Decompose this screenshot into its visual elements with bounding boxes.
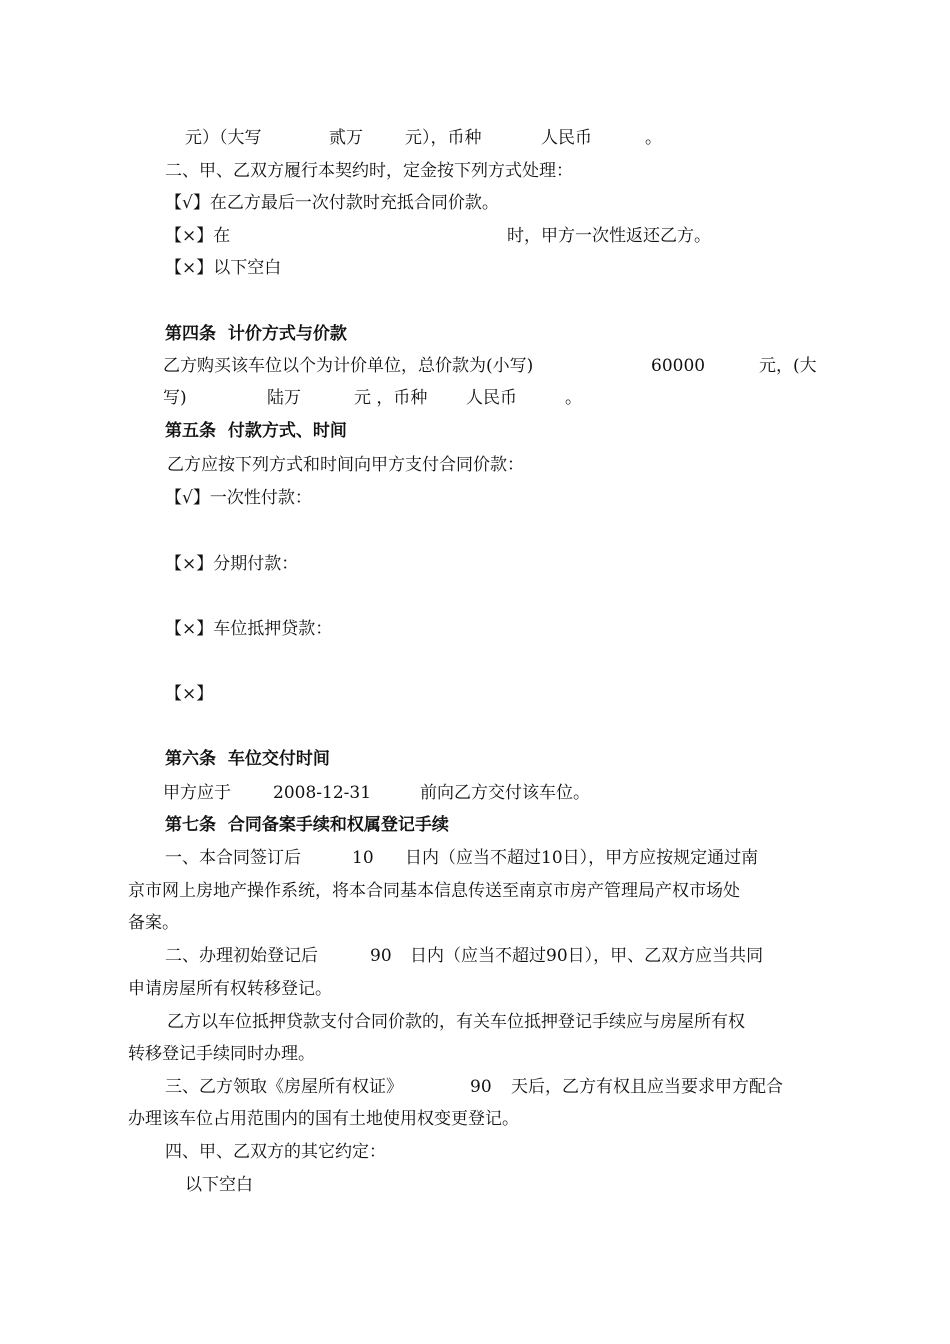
article-7-title: 第七条 合同备案手续和权属登记手续: [165, 815, 449, 835]
article-7-p1-days: 10: [352, 848, 374, 868]
deposit-line1-end: 。: [645, 128, 662, 148]
payment-option-mortgage: 【×】车位抵押贷款：: [165, 619, 333, 639]
article-5-title: 第五条 付款方式、时间: [165, 421, 347, 441]
article-7-p4-b: 天后，乙方有权且应当要求甲方配合: [511, 1077, 783, 1097]
article-4-line2-unit: 元 ，币种: [354, 388, 428, 408]
article-7-p2-a: 二、办理初始登记后: [165, 946, 318, 966]
article-4-line2-prefix: 写): [163, 388, 187, 408]
article-6-date: 2008-12-31: [273, 783, 372, 803]
article-6-suffix: 前向乙方交付该车位。: [420, 783, 590, 803]
article-7-p4-days: 90: [470, 1077, 492, 1097]
article-7-p4-c: 办理该车位占用范围内的国有土地使用权变更登记。: [128, 1109, 519, 1129]
article-7-p1-a: 一、本合同签订后: [165, 848, 301, 868]
payment-option-lump-sum: 【√】一次性付款：: [165, 488, 312, 508]
article-7-p1-b: 日内（应当不超过10日），甲方应按规定通过南: [405, 848, 759, 868]
deposit-option-3: 【×】以下空白: [165, 258, 282, 278]
article-7-p3-a: 乙方以车位抵押贷款支付合同价款的，有关车位抵押登记手续应与房屋所有权: [167, 1012, 745, 1032]
deposit-currency: 人民币: [541, 128, 592, 148]
article-5-intro: 乙方应按下列方式和时间向甲方支付合同价款：: [167, 455, 524, 475]
article-7-p1-c: 京市网上房地产操作系统，将本合同基本信息传送至南京市房产管理局产权市场处: [128, 881, 740, 901]
article-7-p1-d: 备案。: [128, 913, 179, 933]
deposit-option-2-prefix: 【×】在: [165, 226, 231, 246]
payment-option-other: 【×】: [165, 684, 214, 704]
article-7-p6: 以下空白: [185, 1175, 253, 1195]
article-4-currency: 人民币: [466, 388, 517, 408]
article-7-p5: 四、甲、乙双方的其它约定：: [165, 1142, 386, 1162]
article-6-prefix: 甲方应于: [163, 783, 231, 803]
deposit-line1-unit: 元），币种: [405, 128, 482, 148]
deposit-option-1: 【√】在乙方最后一次付款时充抵合同价款。: [165, 193, 499, 213]
article-4-line1-suffix: 元，(大: [759, 356, 817, 376]
article-6-title: 第六条 车位交付时间: [165, 749, 330, 769]
article-4-amount-upper: 陆万: [267, 388, 301, 408]
article-7-p2-c: 申请房屋所有权转移登记。: [128, 979, 332, 999]
deposit-line1-prefix: 元）（大写: [185, 128, 262, 148]
article-4-amount: 60000: [651, 356, 706, 376]
article-7-p2-days: 90: [370, 946, 392, 966]
article-7-p3-b: 转移登记手续同时办理。: [128, 1044, 315, 1064]
deposit-option-2-suffix: 时，甲方一次性返还乙方。: [507, 226, 711, 246]
deposit-amount-upper: 贰万: [329, 128, 363, 148]
article-4-line2-end: 。: [565, 388, 582, 408]
payment-option-installment: 【×】分期付款：: [165, 554, 299, 574]
deposit-clause-2: 二、甲、乙双方履行本契约时，定金按下列方式处理：: [165, 161, 573, 181]
article-4-title: 第四条 计价方式与价款: [165, 324, 347, 344]
article-4-line1-prefix: 乙方购买该车位以个为计价单位，总价款为(小写): [163, 356, 534, 376]
article-7-p2-b: 日内（应当不超过90日），甲、乙双方应当共同: [410, 946, 764, 966]
article-7-p4-a: 三、乙方领取《房屋所有权证》: [165, 1077, 403, 1097]
